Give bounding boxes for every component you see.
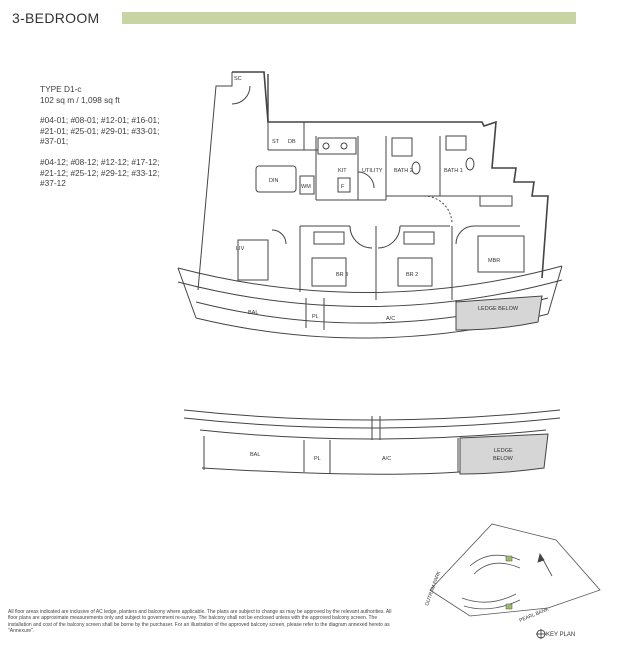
road-pearl: PEARL BANK xyxy=(518,606,550,624)
label-sc: SC xyxy=(234,76,242,82)
label-wm: WM xyxy=(301,184,311,190)
road-outram: OUTRAM PARK xyxy=(424,570,443,607)
label-kit: KIT xyxy=(338,168,347,174)
label-ledge-below: LEDGE BELOW xyxy=(478,306,519,312)
label-db: DB xyxy=(288,139,296,145)
label-f: F xyxy=(341,184,345,190)
highlight-unit xyxy=(506,604,512,609)
label-ac: A/C xyxy=(386,316,396,322)
unit-list-line: #21-12; #25-12; #29-12; #33-12; xyxy=(40,167,160,178)
label-st: ST xyxy=(272,139,280,145)
key-plan xyxy=(420,518,610,638)
page-title: 3-BEDROOM xyxy=(12,10,100,26)
label-pl: PL xyxy=(312,314,319,320)
compass-icon xyxy=(536,629,546,639)
disclaimer: All floor areas indicated are inclusive of AC ledge, planters and balcony where applicable. The plans are subject to change as may be approved by the relevant authorities. All floor plans are approximate measurements only and subject to government re-survey. The balcony shall not be enclosed unless with the approved balcony screen. The installation and cost of the balcony screen shall be borne by the purchaser. For an illustration of the approved balcony screen, please refer to the diagram annexed hereto as "Annexure". xyxy=(8,609,392,635)
label-utility: UTILITY xyxy=(362,168,383,174)
unit-size: 102 sq m / 1,098 sq ft xyxy=(40,94,120,105)
floor-plan xyxy=(0,60,619,420)
highlight-unit xyxy=(506,556,512,561)
ledge-area-alt xyxy=(460,434,548,474)
alt-label-ac: A/C xyxy=(382,456,392,462)
label-bath1: BATH 1 xyxy=(444,168,463,174)
alt-label-below: BELOW xyxy=(493,456,513,462)
unit-list-line: #37-12 xyxy=(40,178,66,189)
label-liv: LIV xyxy=(236,246,245,252)
alt-label-ledge: LEDGE xyxy=(494,448,513,454)
label-din: DIN xyxy=(269,178,279,184)
unit-list-line: #04-12; #08-12; #12-12; #17-12; xyxy=(40,156,160,167)
alt-label-bal: BAL xyxy=(250,452,261,458)
unit-list-line: #37-01; xyxy=(40,136,69,147)
ledge-area xyxy=(456,296,542,330)
unit-list-line: #04-01; #08-01; #12-01; #16-01; xyxy=(40,115,160,126)
alternate-plan xyxy=(0,400,619,500)
label-br2: BR 2 xyxy=(406,272,419,278)
alt-label-pl: PL xyxy=(314,456,321,462)
key-plan-label: KEY PLAN xyxy=(546,632,576,638)
unit-list-line: #21-01; #25-01; #29-01; #33-01; xyxy=(40,125,160,136)
label-bath2: BATH 2 xyxy=(394,168,413,174)
unit-type: TYPE D1-c xyxy=(40,84,82,94)
label-bal: BAL xyxy=(248,310,259,316)
title-accent-bar xyxy=(122,12,576,24)
label-br3: BR 3 xyxy=(336,272,349,278)
label-mbr: MBR xyxy=(488,258,501,264)
north-arrow-icon xyxy=(538,554,552,576)
